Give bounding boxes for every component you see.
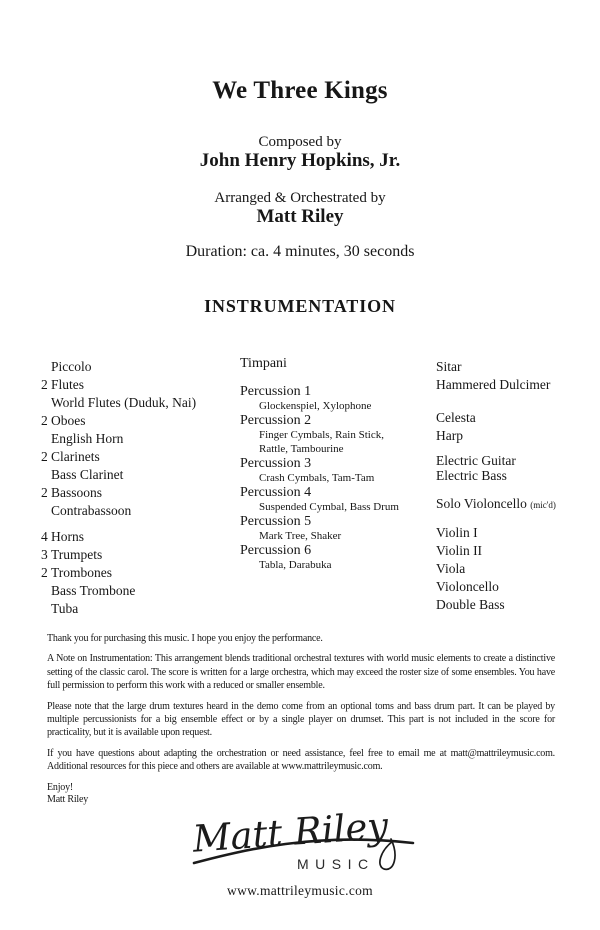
instrument-group [436,358,596,394]
instrument-item [41,376,236,394]
winds-brass-column [41,358,236,618]
percussion-block [240,456,432,485]
instrument-item [436,596,596,614]
instrument-item [436,427,596,445]
instrument-name: Celesta [436,410,476,425]
instrument-name: Tuba [51,601,79,616]
instrument-name: Bass Trombone [51,583,136,598]
instrument-name: Sitar [436,359,462,374]
instrument-item [41,358,236,376]
instrument-item [436,560,596,578]
percussion-detail: Suspended Cymbal, Bass Drum [259,501,399,513]
instrument-group [436,453,596,483]
instrument-item [41,502,236,520]
percussion-name: Percussion 5 [240,514,312,529]
instrument-group [41,358,236,520]
instrument-name: Piccolo [51,359,92,374]
sign-off-line: Enjoy! [47,781,74,793]
instrument-item [41,466,236,484]
instrument-name: Electric Bass [436,468,507,483]
instrument-name: Violoncello [436,579,499,594]
percussion-name: Percussion 6 [240,543,312,558]
arranged-by-label: Arranged & Orchestrated by [214,190,386,206]
instrument-name: English Horn [51,431,124,446]
percussion-detail: Mark Tree, Shaker [259,530,342,542]
percussion-detail: Crash Cymbals, Tam-Tam [259,472,375,484]
website-url: www.mattrileymusic.com [227,883,373,898]
instrument-suffix: (mic'd) [530,500,556,510]
percussion-block [240,485,432,514]
percussion-detail: Tabla, Darabuka [259,559,332,571]
instrument-name: Horns [51,529,84,544]
instrument-item [436,376,596,394]
instrument-name: Flutes [51,377,85,392]
instrument-item [41,484,236,502]
percussion-block [240,514,432,543]
instrument-item [41,528,236,546]
percussion-block [240,413,432,456]
instrument-name: Contrabassoon [51,503,132,518]
instrument-name: Viola [436,561,466,576]
instrument-item [436,453,596,468]
instrumentation-heading: INSTRUMENTATION [204,296,396,316]
instrument-name: Bassoons [51,485,103,500]
percussion-name: Percussion 3 [240,456,312,471]
signature-text: Matt Riley [191,804,390,861]
duration-text: Duration: ca. 4 minutes, 30 seconds [185,243,415,260]
instrument-count: 2 [41,449,48,464]
instrument-item [41,430,236,448]
instrument-name: Oboes [51,413,86,428]
instrument-item [41,412,236,430]
instrument-count: 2 [41,413,48,428]
piece-title: We Three Kings [212,77,388,104]
percussion-name: Percussion 2 [240,413,312,428]
percussion-name: Percussion 4 [240,485,312,500]
instrument-count: 2 [41,565,48,580]
instrument-item [41,564,236,582]
instrument-name: Violin II [436,543,483,558]
percussion-column [240,356,432,572]
instrument-count: 4 [41,529,48,544]
instrument-item [436,542,596,560]
instrument-item [436,468,596,483]
instrument-group [436,495,596,514]
percussion-block [240,356,432,371]
composed-by-label: Composed by [258,134,342,150]
instrument-item [436,409,596,427]
percussion-block [240,543,432,572]
note-paragraph: Thank you for purchasing this music. I hope you enjoy the performance. [47,633,323,644]
instrument-name: Trumpets [51,547,103,562]
instrument-item [436,495,596,514]
sign-off-line: Matt Riley [47,793,89,805]
instrument-group [41,528,236,618]
instrument-name: Solo Violoncello [436,496,527,511]
instrument-name: Clarinets [51,449,100,464]
instrument-name: Trombones [51,565,113,580]
instrument-item [436,358,596,376]
percussion-name: Timpani [240,356,287,371]
percussion-block [240,384,432,413]
others-column [436,358,596,614]
instrument-item [41,600,236,618]
arranger-name: Matt Riley [256,206,344,227]
percussion-name: Percussion 1 [240,384,312,399]
instrument-name: Double Bass [436,597,505,612]
instrument-item [436,578,596,596]
percussion-detail: Finger Cymbals, Rain Stick, [259,429,384,441]
instrument-name: World Flutes (Duduk, Nai) [51,395,197,410]
instrument-name: Violin I [436,525,478,540]
percussion-detail: Rattle, Tambourine [259,443,344,455]
instrumentation-columns [0,352,600,627]
instrument-item [436,524,596,542]
instrument-name: Electric Guitar [436,453,516,468]
instrument-name: Harp [436,428,463,443]
instrument-group [436,524,596,614]
instrument-item [41,582,236,600]
percussion-detail: Glockenspiel, Xylophone [259,400,372,412]
note-paragraph: If you have questions about adapting the orchestration or need assistance, feel free to email me at matt@mattrileymusic.com. Additional resources for this piece and others are available at www.mattrileymusic.com. [47,747,555,773]
composer-name: John Henry Hopkins, Jr. [199,150,401,171]
note-paragraph: Please note that the large drum textures heard in the demo come from an optional toms and bass drum part. It can be played by multiple percussionists for a big ensemble effect or by a single player on drumset. This part is not included in the score for practicality, but it is available upon request. [47,700,555,739]
instrument-item [41,448,236,466]
instrument-group [436,409,596,445]
instrument-name: Hammered Dulcimer [436,377,551,392]
instrument-count: 3 [41,547,48,562]
note-paragraph: A Note on Instrumentation: This arrangement blends traditional orchestral textures with world music elements to create a distinctive setting of the classic carol. The score is written for a large orchestra, which may exceed the roster size of some ensembles. You have full permission to perform this work with a reduced or smaller ensemble. [47,653,555,692]
music-wordmark: MUSIC [297,856,375,872]
instrument-name: Bass Clarinet [51,467,124,482]
notes-section [47,632,555,806]
instrument-item [41,394,236,412]
instrument-count: 2 [41,377,48,392]
instrument-count: 2 [41,485,48,500]
instrument-item [41,546,236,564]
